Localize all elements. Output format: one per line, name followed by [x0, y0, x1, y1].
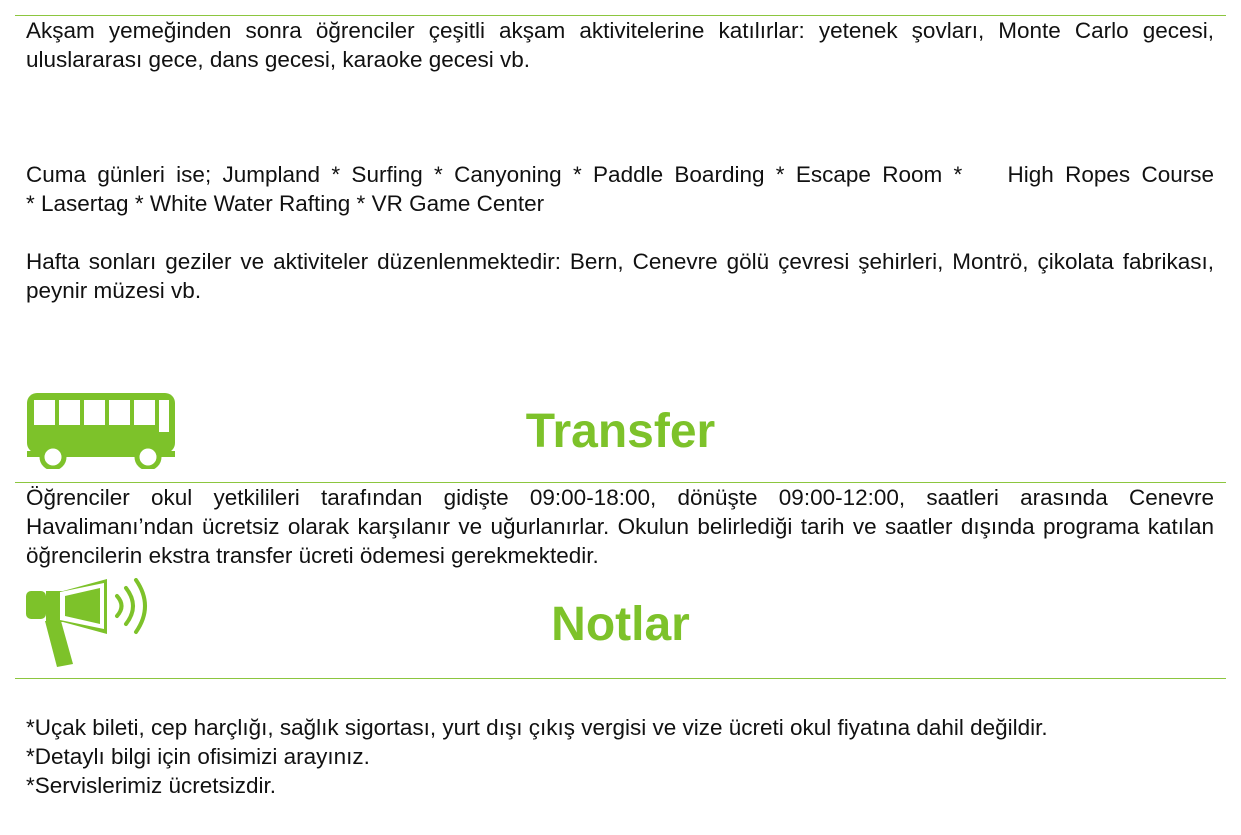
friday-activities-line-1: Cuma günleri ise; Jumpland * Surfing * Canyoning * Paddle Boarding * Escape Room * High Ropes Course	[26, 162, 1214, 187]
notes-divider	[15, 678, 1226, 679]
transfer-heading: Transfer	[525, 405, 716, 458]
transfer-paragraph: Öğrenciler okul yetkilileri tarafından gidişte 09:00-18:00, dönüşte 09:00-12:00, saatleri arasında Cenevre Havalimanı’ndan ücretsiz olarak karşılanır ve uğurlanırlar. Okulun belirlediği tarih ve saatler dışında programa katılan öğrencilerin ekstra transfer ücreti ödemesi gerekmektedir.	[26, 485, 1214, 568]
note-item-ticket: *Uçak bileti, cep harçlığı, sağlık sigortası, yurt dışı çıkış vergisi ve vize ücreti okul fiyatına dahil değildir.	[26, 715, 1048, 740]
friday-activities-line-2: * Lasertag * White Water Rafting * VR Game Center	[26, 191, 545, 216]
notes-list	[26, 713, 1214, 800]
notes-heading: Notlar	[551, 598, 690, 651]
weekend-trips-paragraph: Hafta sonları geziler ve aktiviteler düzenlenmektedir: Bern, Cenevre gölü çevresi şehirleri, Montrö, çikolata fabrikası, peynir müzesi vb.	[26, 249, 1214, 303]
note-item-service: *Servislerimiz ücretsizdir.	[26, 773, 277, 798]
friday-activities-paragraph	[26, 160, 1214, 218]
note-item-contact: *Detaylı bilgi için ofisimizi arayınız.	[26, 744, 370, 769]
evening-activities-paragraph: Akşam yemeğinden sonra öğrenciler çeşitli akşam aktivitelerine katılırlar: yetenek şovları, Monte Carlo gecesi, uluslararası gece, dans gecesi, karaoke gecesi vb.	[26, 18, 1214, 72]
